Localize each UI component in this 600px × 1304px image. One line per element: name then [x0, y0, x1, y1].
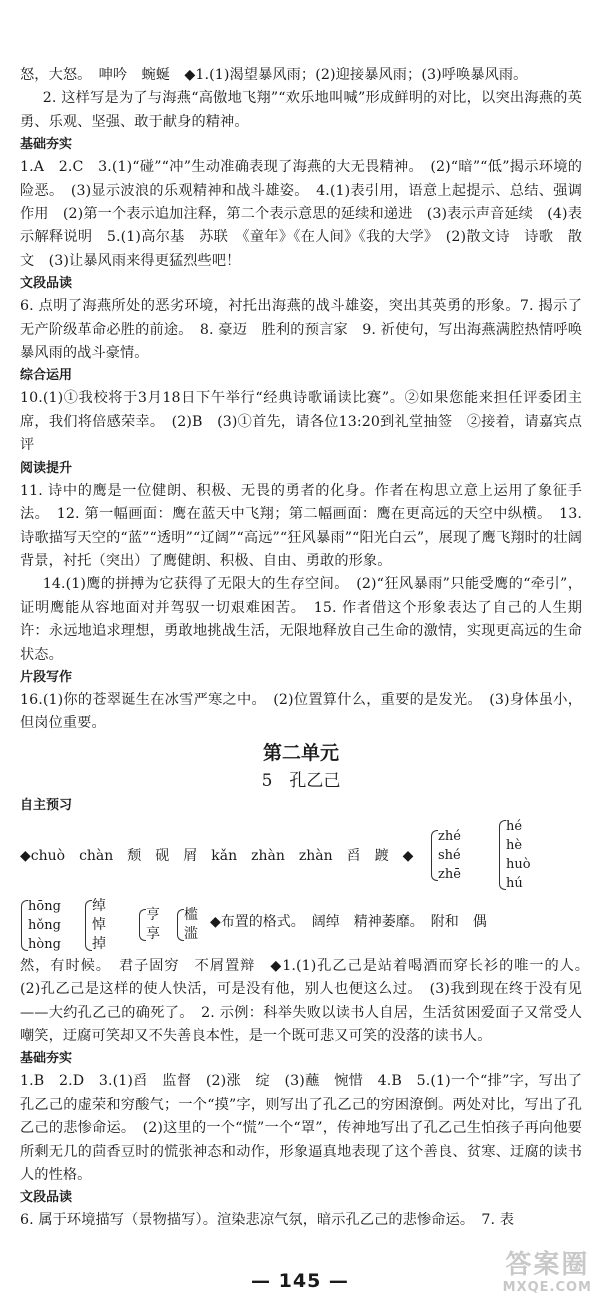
- brace-item: 悼: [92, 916, 106, 933]
- brace-item: shé: [438, 847, 461, 863]
- unit-title: 第二单元: [262, 741, 339, 764]
- brace-item: 掉: [92, 935, 106, 952]
- wenduan-2-text: 6. 属于环境描写（景物描写）。渲染悲凉气氛，暗示孔乙己的悲惨命运。 7. 表: [20, 1212, 514, 1229]
- brace-item: zhé: [438, 828, 461, 844]
- brace-item: 享: [146, 925, 160, 942]
- row2-tail: ◆布置的格式。 阔绰 精神萎靡。 附和 偶: [210, 913, 487, 930]
- brace-group-he: [506, 817, 531, 893]
- pinyin-row: [20, 817, 582, 897]
- page-number: — 145 —: [251, 1270, 349, 1292]
- pinyin-line: ◆chuò chàn 颓 砚 屑 kǎn zhàn zhàn 舀 踱 ◆: [20, 847, 414, 864]
- line-1: 怒，大怒。 呻吟 蜿蜒 ◆1.(1)渴望暴风雨；(2)迎接暴风雨；(3)呼唤暴风雨。: [20, 67, 528, 83]
- brace-group-lan: [184, 906, 198, 944]
- zonghe-text: 10.(1)①我校将于3月18日下午举行“经典诗歌诵读比赛”。②如果您能来担任评委团主席，我们将倍感荣幸。 (2)B (3)①首先，请各位13:20到礼堂抽签 ②接着，请嘉宾点评: [20, 390, 582, 454]
- heading-yuedu: 阅读提升: [20, 460, 73, 476]
- answer-page: [20, 64, 597, 1233]
- pianduan-text: 16.(1)你的苍翠诞生在冰雪严寒之中。 (2)位置算什么，重要的是发光。 (3)身体虽小，但岗位重要。: [20, 691, 582, 732]
- watermark-line-1: 答案圈: [505, 1250, 590, 1280]
- brace-item: hōng: [28, 898, 61, 914]
- watermark-line-2: MXQE.COM: [502, 1280, 592, 1295]
- brace-group-xiang: [146, 906, 160, 944]
- heading-wenduan-1: 文段品读: [20, 276, 73, 292]
- heading-wenduan-2: 文段品读: [20, 1190, 73, 1206]
- brace-item: huò: [506, 856, 531, 872]
- heading-jichu-1: 基础夯实: [20, 137, 73, 153]
- jichu-2-text: 1.B 2.D 3.(1)舀 监督 (2)涨 绽 (3)蘸 惋惜 4.B 5.(1)一个“排”字，写出了孔乙己的虚荣和穷酸气；一个“摸”字，则写出了孔乙己的穷困潦倒。两处对比，写出了孔乙己的悲惨命运。 (2)这里的一个“慌”一个“罩”，传神地写出了孔乙己生怕孩子再向他要所剩无几的茴香豆时的慌张神态和动作，形象逼真地表现了这个善良、贫寒、迂腐的读书人的性格。: [20, 1073, 582, 1183]
- heading-jichu-2: 基础夯实: [20, 1051, 73, 1067]
- brace-item: 滥: [184, 925, 198, 942]
- brace-item: zhē: [438, 866, 461, 882]
- watermark-logo: [503, 1250, 592, 1295]
- brace-item: hé: [506, 818, 523, 834]
- yuedu-para-1: 11. 诗中的鹰是一位健朗、积极、无畏的勇者的化身。作者在构思立意上运用了象征手法。 12. 第一幅画面：鹰在蓝天中飞翔；第二幅画面：鹰在更高远的天空中纵横。 13. 诗歌描写天空的“蓝”“透明”“辽阔”“高远”“狂风暴雨”“阳光白云”，展现了鹰飞翔时的壮阔背景，衬托（突出）了鹰健朗、积极、自由、勇敢的形象。: [20, 482, 582, 569]
- heading-pianduan: 片段写作: [20, 669, 73, 685]
- brace-item: 绰: [92, 897, 106, 914]
- wenduan-1-text: 6. 点明了海燕所处的恶劣环境，衬托出海燕的战斗雄姿，突出其英勇的形象。7. 揭示了无产阶级革命必胜的前途。 8. 豪迈 胜利的预言家 9. 祈使句，写出海燕满腔热情呼唤暴风雨的战斗豪情。: [20, 298, 582, 362]
- brace-item: hǒng: [28, 917, 61, 933]
- brace-item: hú: [506, 875, 523, 891]
- brace-item: hòng: [28, 936, 61, 952]
- brace-row-2: [20, 897, 582, 955]
- brace-item: 槛: [184, 906, 198, 923]
- brace-item: hè: [506, 837, 523, 853]
- zizhu-continued: 然，有时候。 君子固穷 不屑置辩 ◆1.(1)孔乙己是站着喝酒而穿长衫的唯一的人。 (2)孔乙己是这样的使人快活，可是没有他，别人也便这么过。 (3)我到现在终于没有见——大约孔乙己的确死了。 2. 示例：科举失败以读书人自居，生活贫困爱面子又常受人嘲笑，迂腐可笑却又不失善良本性，是一个既可悲又可笑的没落的读书人。: [20, 957, 597, 1044]
- brace-group-zhe: [438, 827, 461, 884]
- heading-zizhu: 自主预习: [20, 797, 73, 813]
- heading-zonghe: 综合运用: [20, 368, 73, 384]
- brace-group-hong: [28, 897, 61, 954]
- yuedu-para-2: 14.(1)鹰的拼搏为它获得了无限大的生存空间。 (2)“狂风暴雨”只能受鹰的“牵引”，证明鹰能从容地面对并驾驭一切艰难困苦。 15. 作者借这个形象表达了自己的人生期许：永远地追求理想，勇敢地挑战生活，无限地释放自己生命的激情，实现更高远的生命状态。: [20, 576, 582, 663]
- brace-group-chuo: [92, 897, 106, 954]
- lesson-title: 5 孔乙己: [261, 770, 341, 791]
- jichu-1-text: 1.A 2.C 3.(1)“碰”“冲”生动准确表现了海燕的大无畏精神。 (2)“暗”“低”揭示环境的险恶。 (3)显示波浪的乐观精神和战斗雄姿。 4.(1)表引用，语意上起提示、总结、强调作用 (2)第一个表示追加注释，第二个表示意思的延续和递进 (3)表示声音延续 (4)表示解释说明 5.(1)高尔基 苏联 《童年》《在人间》《我的大学》 (2)散文诗 诗歌 散文 (3)让暴风雨来得更猛烈些吧！: [20, 159, 582, 269]
- line-2: 2. 这样写是为了与海燕“高傲地飞翔”“欢乐地叫喊”形成鲜明的对比，以突出海燕的英勇、乐观、坚强、敢于献身的精神。: [20, 90, 582, 130]
- brace-item: 亨: [146, 906, 160, 923]
